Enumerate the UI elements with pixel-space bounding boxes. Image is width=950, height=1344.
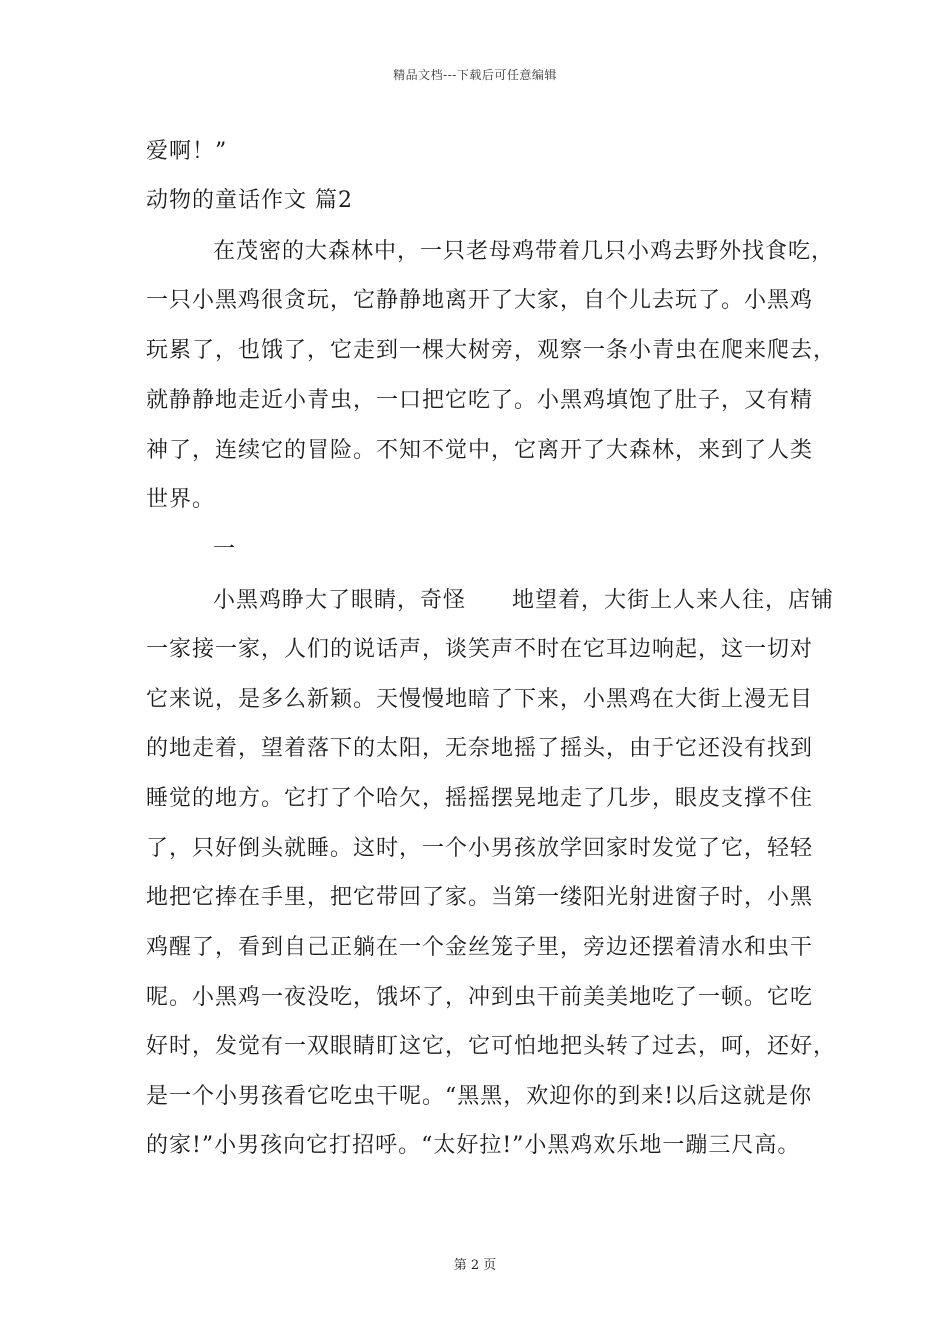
section-heading: 动物的童话作文 篇2 xyxy=(146,188,353,213)
text-line: 的家!”小男孩向它打招呼。“太好拉!”小黑鸡欢乐地一蹦三尺高。 xyxy=(146,1133,801,1158)
text-line: 神了，连续它的冒险。不知不觉中，它离开了大森林，来到了人类 xyxy=(146,438,814,463)
text-line: 一 xyxy=(213,537,237,562)
text-line: 的地走着，望着落下的太阳，无奈地摇了摇头，由于它还没有找到 xyxy=(146,736,814,761)
text-line: 地把它捧在手里，把它带回了家。当第一缕阳光射进窗子时，小黑 xyxy=(146,885,814,910)
text-line: 世界。 xyxy=(146,487,216,512)
text-line: 好时，发觉有一双眼睛盯这它，它可怕地把头转了过去，呵，还好， xyxy=(146,1034,837,1059)
text-line: 爱啊！” xyxy=(146,139,228,164)
text-line: 小黑鸡睁大了眼睛，奇怪 地望着，大街上人来人往，店铺 xyxy=(213,588,835,613)
text-line: 鸡醒了，看到自己正躺在一个金丝笼子里，旁边还摆着清水和虫干 xyxy=(146,935,814,960)
text-line: 就静静地走近小青虫，一口把它吃了。小黑鸡填饱了肚子，又有精 xyxy=(146,388,814,413)
page-header: 精品文档---下载后可任意编辑 xyxy=(393,68,557,82)
text-line: 了，只好倒头就睡。这时，一个小男孩放学回家时发觉了它，轻轻 xyxy=(146,836,814,861)
text-line: 玩累了，也饿了，它走到一棵大树旁，观察一条小青虫在爬来爬去， xyxy=(146,338,837,363)
text-line: 它来说，是多么新颖。天慢慢地暗了下来，小黑鸡在大街上漫无目 xyxy=(146,687,814,712)
page-number: 第 2 页 xyxy=(453,1258,497,1273)
text-line: 是一个小男孩看它吃虫干呢。“黑黑，欢迎你的到来!以后这就是你 xyxy=(146,1084,813,1109)
text-line: 一只小黑鸡很贪玩，它静静地离开了大家，自个儿去玩了。小黑鸡 xyxy=(146,288,814,313)
text-line: 呢。小黑鸡一夜没吃，饿坏了，冲到虫干前美美地吃了一顿。它吃 xyxy=(146,985,814,1010)
text-line: 一家接一家，人们的说话声，谈笑声不时在它耳边响起，这一切对 xyxy=(146,637,814,662)
text-line: 睡觉的地方。它打了个哈欠，摇摇摆晃地走了几步，眼皮支撑不住 xyxy=(146,786,814,811)
text-line: 在茂密的大森林中，一只老母鸡带着几只小鸡去野外找食吃， xyxy=(213,239,835,264)
